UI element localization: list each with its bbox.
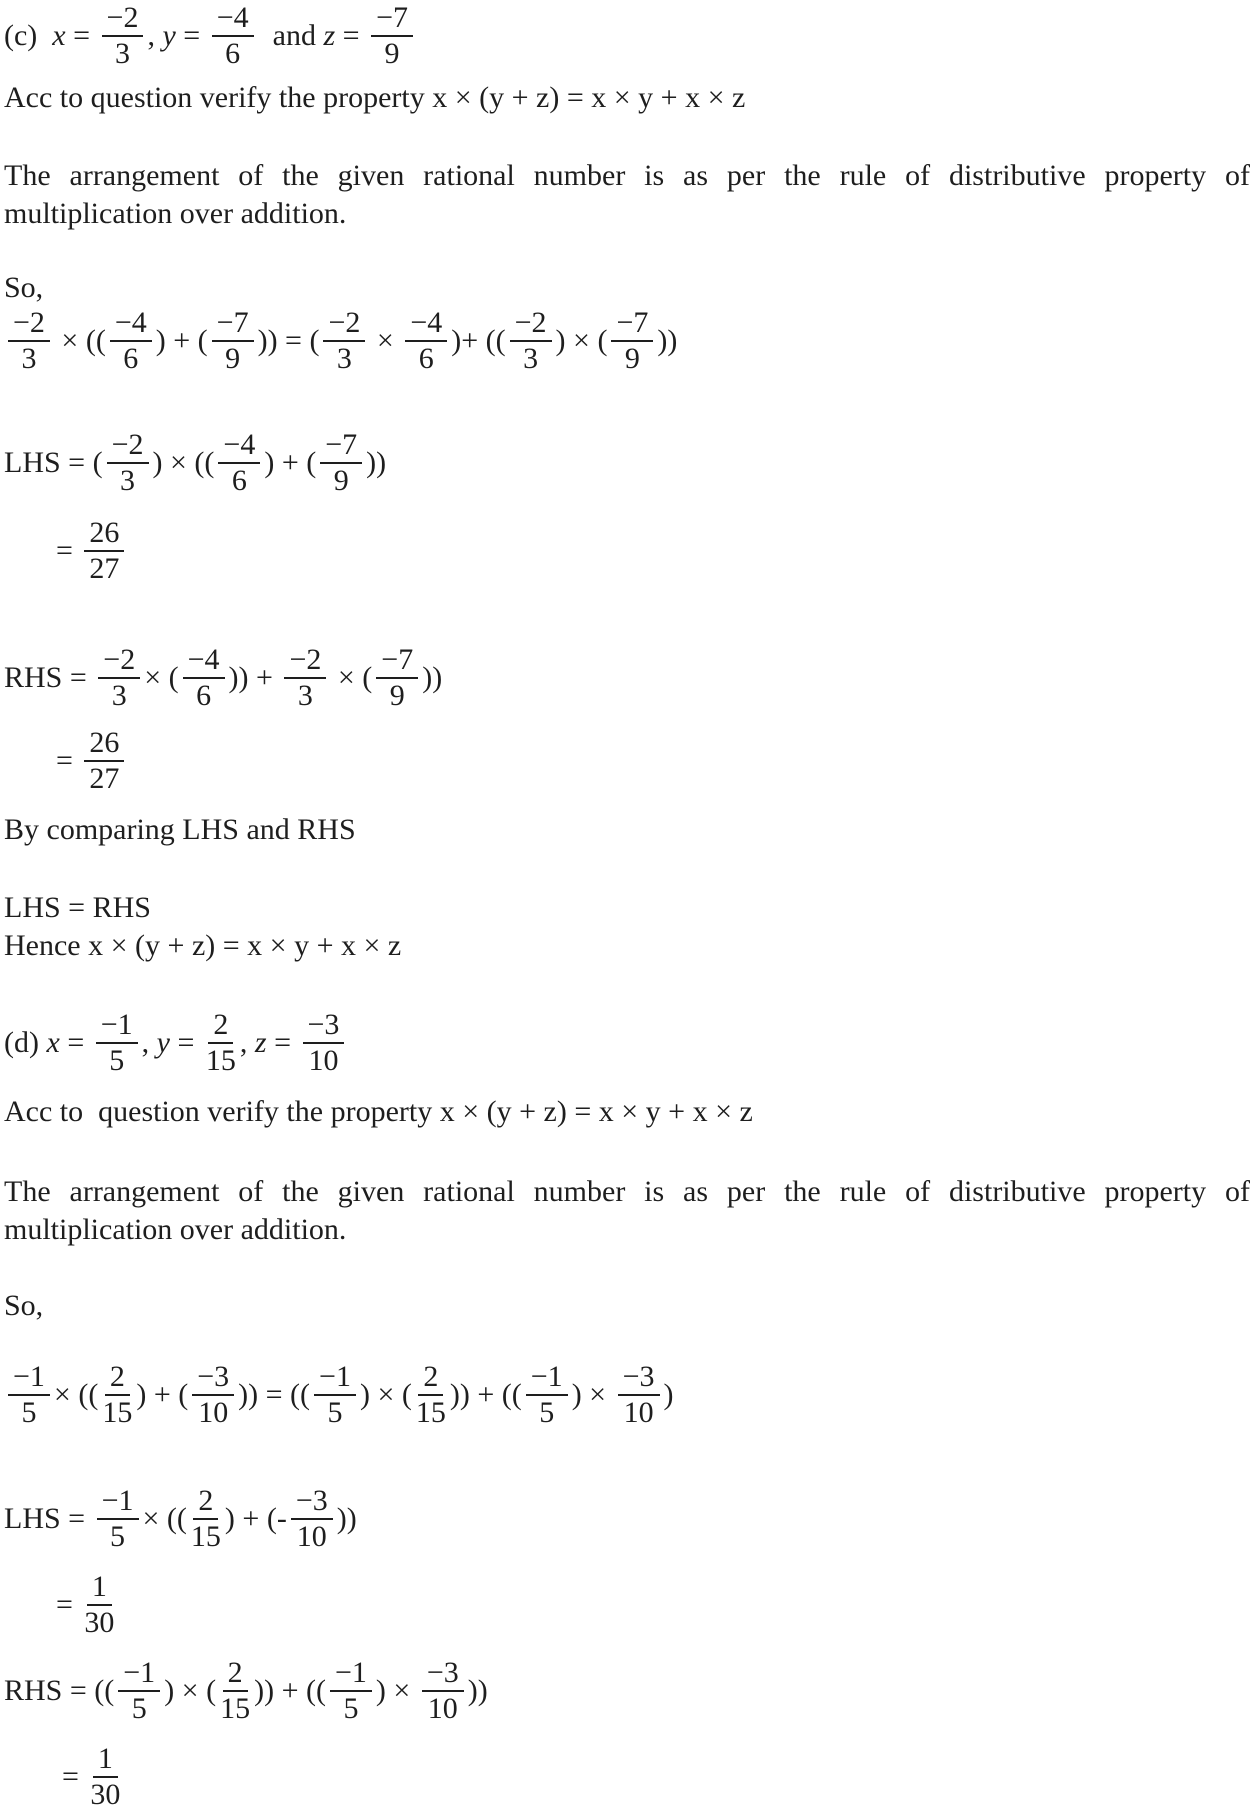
math-text: × ( (144, 661, 179, 694)
fraction (96, 1009, 138, 1077)
math-variable: z (323, 19, 336, 52)
fraction (84, 727, 124, 795)
math-text: ) + (- (224, 1502, 287, 1535)
fraction (618, 1361, 660, 1429)
math-text: (d) (4, 1026, 47, 1059)
fraction (84, 1571, 114, 1639)
fraction-denominator: 6 (418, 342, 434, 375)
math-text: )+ (( (451, 324, 506, 357)
fraction-denominator: 9 (624, 342, 640, 375)
fraction-denominator: 15 (205, 1044, 236, 1077)
fraction-numerator: −2 (510, 307, 552, 342)
fraction (314, 1361, 356, 1429)
fraction-numerator: −1 (8, 1361, 50, 1396)
fraction-denominator: 27 (89, 762, 120, 795)
math-text: = (56, 1588, 81, 1621)
fraction-denominator: 5 (131, 1692, 147, 1725)
fraction (90, 1743, 120, 1811)
fraction-denominator: 6 (231, 464, 247, 497)
fraction-numerator: −7 (320, 429, 362, 464)
part-d-paragraph (4, 1173, 1250, 1249)
fraction (405, 307, 447, 375)
math-text: = (56, 534, 81, 567)
math-text: × (( (142, 1502, 187, 1535)
fraction-numerator: −1 (97, 1485, 139, 1520)
math-text: RHS = (( (4, 1674, 115, 1707)
part-c-definition (4, 2, 1250, 70)
part-c-lhs-equation (4, 429, 1250, 497)
math-text: ) × (571, 1378, 614, 1411)
part-c-so-label: So, (4, 271, 44, 304)
math-text: × (369, 324, 402, 357)
fraction (611, 307, 653, 375)
fraction-numerator: −4 (212, 2, 254, 37)
fraction (376, 644, 418, 712)
fraction-denominator: 5 (343, 1692, 359, 1725)
fraction-denominator: 9 (389, 679, 405, 712)
fraction-denominator: 5 (110, 1520, 126, 1553)
math-text: (c) (4, 19, 53, 52)
fraction-numerator: −2 (98, 644, 140, 679)
part-d-rhs-equation (4, 1657, 1250, 1725)
math-variable: y (162, 19, 176, 52)
paragraph-line-2: multiplication over addition. (4, 1213, 347, 1246)
fraction (84, 517, 124, 585)
math-text: )) + (( (449, 1378, 522, 1411)
fraction (220, 1657, 250, 1725)
math-text: ) × ( (359, 1378, 412, 1411)
math-text: )) (422, 661, 443, 694)
fraction-denominator: 10 (296, 1520, 327, 1553)
math-text: ) (663, 1378, 674, 1411)
fraction-numerator: −7 (212, 307, 254, 342)
math-text: , (147, 19, 163, 52)
fraction (212, 2, 254, 70)
fraction-numerator: −1 (96, 1009, 138, 1044)
part-d-so-label: So, (4, 1289, 44, 1322)
fraction-numerator: −4 (218, 429, 260, 464)
fraction-numerator: −2 (284, 644, 326, 679)
fraction (206, 1009, 236, 1077)
fraction-numerator: 1 (87, 1571, 112, 1606)
fraction (416, 1361, 446, 1429)
fraction-numerator: 26 (84, 727, 124, 762)
math-variable: x (52, 19, 66, 52)
fraction-numerator: −7 (371, 2, 413, 37)
fraction-denominator: 5 (109, 1044, 125, 1077)
math-text: RHS = (4, 661, 95, 694)
math-text: LHS = ( (4, 446, 103, 479)
fraction-numerator: −2 (107, 429, 149, 464)
math-text: , (239, 1026, 255, 1059)
math-text: )) + (( (254, 1674, 326, 1707)
fraction (183, 644, 225, 712)
fraction-numerator: 2 (193, 1485, 218, 1520)
math-text: , (141, 1026, 157, 1059)
part-c-rhs-equation (4, 644, 1250, 712)
fraction-denominator: 5 (539, 1396, 555, 1429)
math-text: = (175, 19, 208, 52)
fraction-denominator: 30 (84, 1606, 115, 1639)
fraction-denominator: 3 (336, 342, 352, 375)
fraction-denominator: 10 (623, 1396, 654, 1429)
fraction-numerator: −3 (618, 1361, 660, 1396)
fraction (191, 1485, 221, 1553)
fraction-denominator: 6 (196, 679, 212, 712)
fraction (97, 1485, 139, 1553)
fraction-numerator: −2 (102, 2, 144, 37)
part-d-lhs-value (56, 1571, 1250, 1639)
fraction (303, 1009, 345, 1077)
fraction-denominator: 6 (123, 342, 139, 375)
math-text: = (59, 1026, 92, 1059)
fraction-numerator: −1 (118, 1657, 160, 1692)
fraction (8, 1361, 50, 1429)
math-text: = (62, 1760, 87, 1793)
fraction (284, 644, 326, 712)
math-text: ) × (375, 1674, 418, 1707)
math-text: ) × ( (555, 324, 608, 357)
fraction (291, 1485, 333, 1553)
math-text: )) (336, 1502, 357, 1535)
math-text: = (169, 1026, 202, 1059)
fraction-numerator: −7 (611, 307, 653, 342)
fraction-denominator: 15 (102, 1396, 133, 1429)
math-text: )) = ( (257, 324, 320, 357)
math-text: = (65, 19, 98, 52)
fraction-denominator: 9 (333, 464, 349, 497)
fraction (218, 429, 260, 497)
fraction (192, 1361, 234, 1429)
part-d-expansion-equation (4, 1361, 1250, 1429)
fraction-denominator: 3 (115, 37, 130, 70)
fraction-numerator: −3 (303, 1009, 345, 1044)
math-text: ) + ( (264, 446, 317, 479)
fraction-numerator: −3 (291, 1485, 333, 1520)
fraction-denominator: 15 (415, 1396, 446, 1429)
math-text: × (( (53, 1378, 99, 1411)
math-text: = (266, 1026, 299, 1059)
fraction (98, 644, 140, 712)
fraction-denominator: 10 (198, 1396, 229, 1429)
math-text: )) = (( (238, 1378, 311, 1411)
fraction-denominator: 3 (523, 342, 539, 375)
fraction-numerator: 2 (105, 1361, 130, 1396)
paragraph-line-2: multiplication over addition. (4, 197, 347, 230)
part-d-definition (4, 1009, 1250, 1077)
fraction-numerator: −4 (183, 644, 225, 679)
fraction (510, 307, 552, 375)
fraction (212, 307, 254, 375)
fraction-denominator: 30 (90, 1778, 121, 1811)
fraction (107, 429, 149, 497)
fraction (102, 2, 144, 70)
part-d-rhs-value (62, 1743, 1250, 1811)
fraction-denominator: 5 (327, 1396, 343, 1429)
fraction (330, 1657, 372, 1725)
math-text: = (335, 19, 368, 52)
part-c-paragraph (4, 157, 1250, 233)
math-text: )) + (228, 661, 281, 694)
part-c-expansion-equation (4, 307, 1250, 375)
math-variable: x (46, 1026, 60, 1059)
fraction (102, 1361, 132, 1429)
part-c-compare-line: By comparing LHS and RHS (4, 813, 356, 846)
fraction (526, 1361, 568, 1429)
fraction-numerator: 2 (223, 1657, 248, 1692)
fraction-denominator: 15 (190, 1520, 221, 1553)
fraction-numerator: 1 (93, 1743, 118, 1778)
fraction-denominator: 3 (297, 679, 313, 712)
math-text: ) + ( (155, 324, 208, 357)
fraction-numerator: 2 (418, 1361, 443, 1396)
fraction-denominator: 3 (120, 464, 136, 497)
math-variable: y (156, 1026, 170, 1059)
fraction-denominator: 3 (111, 679, 127, 712)
fraction-numerator: −1 (314, 1361, 356, 1396)
math-text: ) × ( (164, 1674, 217, 1707)
part-c-lhs-equals-rhs: LHS = RHS (4, 891, 151, 924)
part-c-acc-line: Acc to question verify the property x × (y + z) = x × y + x × z (4, 81, 746, 114)
fraction-numerator: −1 (526, 1361, 568, 1396)
fraction (320, 429, 362, 497)
fraction (8, 307, 50, 375)
fraction (118, 1657, 160, 1725)
math-text: )) (366, 446, 387, 479)
fraction-denominator: 9 (384, 37, 400, 70)
fraction-denominator: 10 (308, 1044, 339, 1077)
fraction-numerator: 2 (208, 1009, 233, 1044)
fraction-denominator: 15 (220, 1692, 251, 1725)
fraction (422, 1657, 464, 1725)
math-text: × (( (53, 324, 106, 357)
math-variable: z (254, 1026, 267, 1059)
fraction-denominator: 9 (225, 342, 241, 375)
fraction-denominator: 10 (427, 1692, 458, 1725)
fraction-numerator: −4 (405, 307, 447, 342)
fraction-numerator: −4 (110, 307, 152, 342)
fraction-numerator: −7 (376, 644, 418, 679)
fraction-numerator: −2 (8, 307, 50, 342)
part-c-rhs-value (56, 727, 1250, 795)
math-text: ) × (( (152, 446, 215, 479)
math-text: )) (467, 1674, 488, 1707)
part-d-lhs-equation (4, 1485, 1250, 1553)
fraction-numerator: −3 (192, 1361, 234, 1396)
fraction-numerator: −1 (330, 1657, 372, 1692)
part-c-lhs-value (56, 517, 1250, 585)
paragraph-line-1: The arrangement of the given rational number is as per the rule of distributive property of (4, 159, 1250, 192)
fraction (110, 307, 152, 375)
fraction (371, 2, 413, 70)
math-text: )) (657, 324, 678, 357)
part-d-acc-line: Acc to question verify the property x × (y + z) = x × y + x × z (4, 1095, 753, 1128)
math-text: ) + ( (136, 1378, 189, 1411)
math-text: = (56, 744, 81, 777)
paragraph-line-1: The arrangement of the given rational number is as per the rule of distributive property of (4, 1175, 1250, 1208)
math-text: × ( (330, 661, 373, 694)
math-text: and (257, 19, 324, 52)
fraction-denominator: 6 (225, 37, 241, 70)
fraction-denominator: 5 (21, 1396, 37, 1429)
math-text: LHS = (4, 1502, 93, 1535)
fraction-numerator: 26 (84, 517, 124, 552)
part-c-hence-line: Hence x × (y + z) = x × y + x × z (4, 929, 402, 962)
fraction-denominator: 27 (89, 552, 120, 585)
fraction-denominator: 3 (21, 342, 37, 375)
fraction-numerator: −3 (422, 1657, 464, 1692)
fraction-numerator: −2 (323, 307, 365, 342)
fraction (323, 307, 365, 375)
